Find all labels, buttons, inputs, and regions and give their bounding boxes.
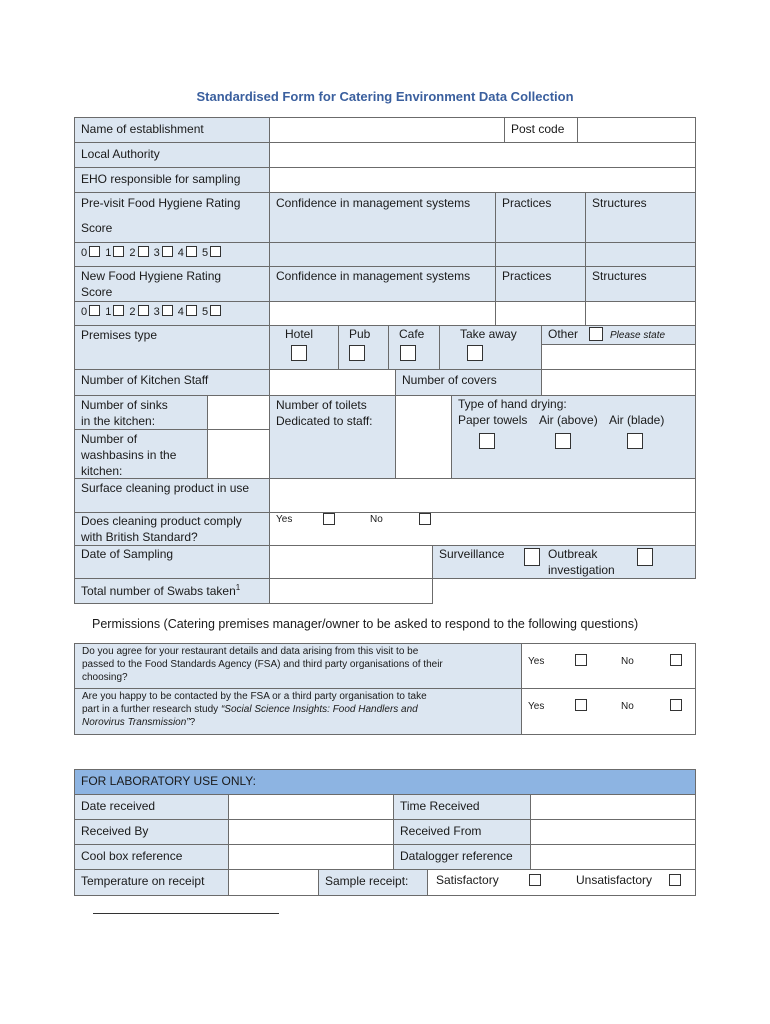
paper-towels-checkbox[interactable] xyxy=(479,433,495,449)
pub-checkbox[interactable] xyxy=(349,345,365,361)
outbreak-label: Outbreak xyxy=(548,547,598,561)
new-confidence-field[interactable] xyxy=(269,301,496,326)
new-rating-0-checkbox[interactable] xyxy=(89,305,100,316)
previsit-rating-label: Pre-visit Food Hygiene Rating Score xyxy=(74,192,270,243)
eho-field[interactable] xyxy=(269,167,696,193)
postcode-field[interactable] xyxy=(577,117,696,143)
satisfactory-checkbox[interactable] xyxy=(529,874,541,886)
surface-cleaning-label: Surface cleaning product in use xyxy=(74,478,270,513)
rating-1-checkbox[interactable] xyxy=(113,246,124,257)
local-authority-field[interactable] xyxy=(269,142,696,168)
permissions-heading: Permissions (Catering premises manager/owner to be asked to respond to the following questions) xyxy=(92,617,639,631)
comply-no-checkbox[interactable] xyxy=(419,513,431,525)
permission-q1-answer xyxy=(521,643,696,689)
cool-box-label: Cool box reference xyxy=(74,844,229,870)
received-by-field[interactable] xyxy=(228,819,394,845)
other-checkbox[interactable] xyxy=(589,327,603,341)
outbreak-checkbox[interactable] xyxy=(637,548,653,566)
rating-0-checkbox[interactable] xyxy=(89,246,100,257)
unsatisfactory-checkbox[interactable] xyxy=(669,874,681,886)
previsit-confidence-label: Confidence in management systems xyxy=(269,192,496,243)
premises-other-field[interactable] xyxy=(541,344,696,370)
form-title: Standardised Form for Catering Environment Data Collection xyxy=(196,89,574,104)
other-label: Other xyxy=(548,327,579,341)
new-rating-4-checkbox[interactable] xyxy=(186,305,197,316)
establishment-label: Name of establishment xyxy=(74,117,270,143)
q1-no-checkbox[interactable] xyxy=(670,654,682,666)
temperature-label: Temperature on receipt xyxy=(74,869,229,896)
new-rating-options: 0 1 2 3 4 5 xyxy=(74,301,270,326)
paper-towels-label: Paper towels xyxy=(458,413,528,427)
q2-yes-label: Yes xyxy=(528,701,545,712)
previsit-practices-label: Practices xyxy=(495,192,586,243)
datalogger-field[interactable] xyxy=(530,844,696,870)
comply-yes-label: Yes xyxy=(276,514,293,525)
previsit-structures-field[interactable] xyxy=(585,242,696,267)
local-authority-label: Local Authority xyxy=(74,142,270,168)
kitchen-staff-field[interactable] xyxy=(269,369,396,396)
comply-no-label: No xyxy=(370,514,383,525)
please-state-label: Please state xyxy=(610,330,666,341)
cafe-checkbox[interactable] xyxy=(400,345,416,361)
new-practices-label: Practices xyxy=(495,266,586,302)
permission-q1: Do you agree for your restaurant details and data arising from this visit to be passed to the Food Standards Agency (FSA) and third party organisations of their choosing? xyxy=(74,643,522,689)
permission-q2-answer xyxy=(521,688,696,735)
q1-no-label: No xyxy=(621,656,634,667)
new-structures-field[interactable] xyxy=(585,301,696,326)
date-sampling-label: Date of Sampling xyxy=(74,545,270,579)
rating-3-checkbox[interactable] xyxy=(162,246,173,257)
q2-no-checkbox[interactable] xyxy=(670,699,682,711)
rating-5-checkbox[interactable] xyxy=(210,246,221,257)
postcode-label: Post code xyxy=(504,117,578,143)
comply-label: Does cleaning product comply with British Standard? xyxy=(74,512,270,546)
new-structures-label: Structures xyxy=(585,266,696,302)
air-blade-label: Air (blade) xyxy=(609,413,665,427)
establishment-field[interactable] xyxy=(269,117,505,143)
pub-label: Pub xyxy=(349,327,371,341)
time-received-label: Time Received xyxy=(393,794,531,820)
outbreak-label-2: investigation xyxy=(548,563,615,577)
datalogger-label: Datalogger reference xyxy=(393,844,531,870)
new-rating-label: New Food Hygiene Rating Score xyxy=(74,266,270,302)
air-blade-checkbox[interactable] xyxy=(627,433,643,449)
eho-label: EHO responsible for sampling xyxy=(74,167,270,193)
received-from-field[interactable] xyxy=(530,819,696,845)
q2-yes-checkbox[interactable] xyxy=(575,699,587,711)
covers-label: Number of covers xyxy=(395,369,542,396)
date-received-label: Date received xyxy=(74,794,229,820)
premises-type-label: Premises type xyxy=(74,325,270,370)
footnote-divider xyxy=(93,913,279,914)
new-rating-1-checkbox[interactable] xyxy=(113,305,124,316)
kitchen-staff-label: Number of Kitchen Staff xyxy=(74,369,270,396)
temperature-field[interactable] xyxy=(228,869,319,896)
q2-no-label: No xyxy=(621,701,634,712)
new-confidence-label: Confidence in management systems xyxy=(269,266,496,302)
hand-drying-label: Type of hand drying: xyxy=(458,397,567,411)
new-rating-5-checkbox[interactable] xyxy=(210,305,221,316)
satisfactory-label: Satisfactory xyxy=(436,873,499,887)
received-by-label: Received By xyxy=(74,819,229,845)
surveillance-label: Surveillance xyxy=(439,547,505,561)
previsit-practices-field[interactable] xyxy=(495,242,586,267)
takeaway-checkbox[interactable] xyxy=(467,345,483,361)
previsit-rating-options: 0 1 2 3 4 5 xyxy=(74,242,270,267)
comply-yes-checkbox[interactable] xyxy=(323,513,335,525)
rating-2-checkbox[interactable] xyxy=(138,246,149,257)
surveillance-checkbox[interactable] xyxy=(524,548,540,566)
washbasins-field[interactable] xyxy=(207,429,270,479)
footnote-mark: 1 xyxy=(235,583,241,592)
hotel-label: Hotel xyxy=(285,327,314,341)
lab-header: FOR LABORATORY USE ONLY: xyxy=(74,769,696,795)
new-practices-field[interactable] xyxy=(495,301,586,326)
cool-box-field[interactable] xyxy=(228,844,394,870)
new-rating-3-checkbox[interactable] xyxy=(162,305,173,316)
air-above-checkbox[interactable] xyxy=(555,433,571,449)
sample-receipt-label: Sample receipt: xyxy=(318,869,428,896)
hotel-checkbox[interactable] xyxy=(291,345,307,361)
previsit-confidence-field[interactable] xyxy=(269,242,496,267)
covers-field[interactable] xyxy=(541,369,696,396)
air-above-label: Air (above) xyxy=(539,413,598,427)
surface-cleaning-field[interactable] xyxy=(269,478,696,513)
date-received-field[interactable] xyxy=(228,794,394,820)
q1-yes-checkbox[interactable] xyxy=(575,654,587,666)
toilets-label: Number of toilets Dedicated to staff: xyxy=(269,395,396,479)
new-rating-2-checkbox[interactable] xyxy=(138,305,149,316)
time-received-field[interactable] xyxy=(530,794,696,820)
cafe-label: Cafe xyxy=(399,327,425,341)
washbasins-label: Number of washbasins in the kitchen: xyxy=(74,429,208,479)
rating-4-checkbox[interactable] xyxy=(186,246,197,257)
received-from-label: Received From xyxy=(393,819,531,845)
toilets-field[interactable] xyxy=(395,395,452,479)
takeaway-label: Take away xyxy=(460,327,517,341)
date-sampling-field[interactable] xyxy=(269,545,433,579)
permission-q2: Are you happy to be contacted by the FSA or a third party organisation to take part in a further research study “Social Science Insights: Food Handlers and Norovirus Transmission”? xyxy=(74,688,522,735)
sinks-field[interactable] xyxy=(207,395,270,430)
sinks-label: Number of sinks in the kitchen: xyxy=(74,395,208,430)
total-swabs-field[interactable] xyxy=(269,578,433,604)
total-swabs-label: Total number of Swabs taken$^1$ xyxy=(74,578,270,604)
unsatisfactory-label: Unsatisfactory xyxy=(576,873,653,887)
previsit-structures-label: Structures xyxy=(585,192,696,243)
q1-yes-label: Yes xyxy=(528,656,545,667)
